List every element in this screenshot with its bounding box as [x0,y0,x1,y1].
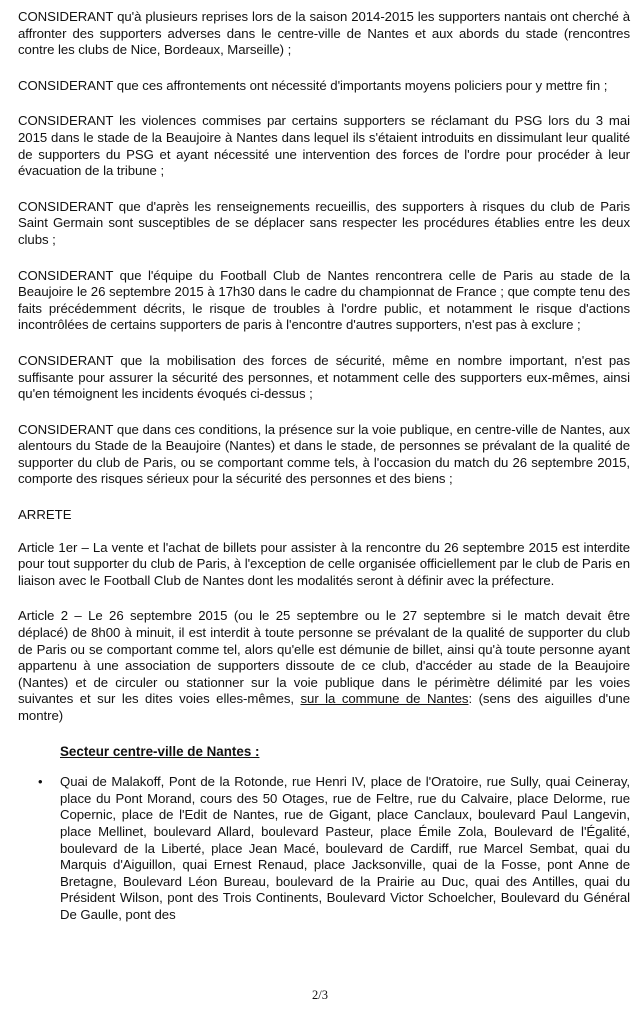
document-body [18,9,630,924]
considerant-paragraph-1: CONSIDERANT qu'à plusieurs reprises lors de la saison 2014-2015 les supporters nantais ont cherché à affronter des supporters adverses dans le centre-ville de Nantes et aux abords du stade (rencontres contre les clubs de Nice, Bordeaux, Marseille) ; [18,9,630,58]
considerant-paragraph-7: CONSIDERANT que dans ces conditions, la présence sur la voie publique, en centre-ville de Nantes, aux alentours du Stade de la Beaujoire (Nantes) et dans le stade, de personnes se prévalant de la qualité de supporter du club de Paris, ou se comportant comme tels, à l'occasion du match du 26 septembre 2015, comporte des risques sérieux pour la sécurité des personnes et des biens ; [18,421,630,487]
bullet-icon: • [38,774,43,790]
section-title: Secteur centre-ville de Nantes : [60,743,260,759]
article-2-underlined-text: sur la commune de Nantes [300,691,469,707]
considerant-paragraph-5: CONSIDERANT que l'équipe du Football Club de Nantes rencontrera celle de Paris au stade de la Beaujoire le 26 septembre 2015 à 17h30 dans le cadre du championnat de France ; que compte tenu des faits précédemment décrits, le risque de troubles à l'ordre public, et notamment le risque d'actions incontrôlées de certains supporters de paris à l'encontre d'autres supporters, n'est pas à exclure ; [18,267,630,333]
considerant-paragraph-3: CONSIDERANT les violences commises par certains supporters se réclamant du PSG lors du 3 mai 2015 dans le stade de la Beaujoire à Nantes dans lequel ils s'étaient introduits en dissimulant leur qualité de supporters du PSG et ayant nécessité une intervention des forces de l'ordre pour procéder à leur évacuation de la tribune ; [18,113,630,179]
considerant-paragraph-2: CONSIDERANT que ces affrontements ont nécessité d'importants moyens policiers pour y mettre fin ; [18,77,608,93]
article-1: Article 1er – La vente et l'achat de billets pour assister à la rencontre du 26 septembre 2015 est interdite pour tout supporter du club de Paris, à l'exception de celle organisée officiellement par le club de Paris en liaison avec le Football Club de Nantes dont les modalités seront à définir avec la préfecture. [18,539,630,588]
list-item [18,774,630,923]
article-2-text: Article 2 – Le 26 septembre 2015 (ou le 25 septembre ou le 27 septembre si le match devait être déplacé) de 8h00 à minuit, il est interdit à toute personne se prévalant de la qualité de supporter du club de Paris ou se comportant comme tel, alors qu'elle est démunie de billet, ainsi qu'à toute personne ayant appartenu à une association de supporters dissoute de ce club, d'accéder au stade de la Beaujoire (Nantes) et de circuler ou stationner sur la voie publique dans le périmètre délimité par les voies suivantes et sur les dites voies elles-mêmes, [18,608,630,707]
street-list: Quai de Malakoff, Pont de la Rotonde, rue Henri IV, place de l'Oratoire, rue Sully, quai Ceineray, place du Pont Morand, cours des 50 Otages, rue de Feltre, rue du Calvaire, place Delorme, rue Copernic, place de l'Edit de Nantes, rue de Gigant, place Canclaux, boulevard Paul Langevin, place Mellinet, boulevard Allard, boulevard Pasteur, place Émile Zola, Boulevard de l'Égalité, boulevard de la Liberté, place Jean Macé, boulevard de Cardiff, rue Marcel Sembat, quai du Marquis d'Aiguillon, quai Ernest Renaud, place Jacksonville, quai de la Fosse, pont Anne de Bretagne, Boulevard Léon Bureau, boulevard de la Prairie au Duc, quai des Antilles, quai du Président Wilson, pont des Trois Continents, Boulevard Victor Schoelcher, Boulevard du Général De Gaulle, pont des [60,774,630,922]
page-number: 2/3 [312,988,328,1002]
considerant-paragraph-4: CONSIDERANT que d'après les renseignements recueillis, des supporters à risques du club de Paris Saint Germain sont susceptibles de se déplacer sans respecter les procédures établies entre les deux clubs ; [18,198,630,247]
article-2-text-end: : (sens des aiguilles d'une montre) [18,691,630,723]
considerant-paragraph-6: CONSIDERANT que la mobilisation des forces de sécurité, même en nombre important, n'est pas suffisante pour assurer la sécurité des personnes, et notamment celle des supporters eux-mêmes, ainsi qu'en témoignent les incidents évoqués ci-dessus ; [18,352,630,402]
arrete-heading: ARRETE [18,507,72,523]
article-2 [18,608,630,724]
